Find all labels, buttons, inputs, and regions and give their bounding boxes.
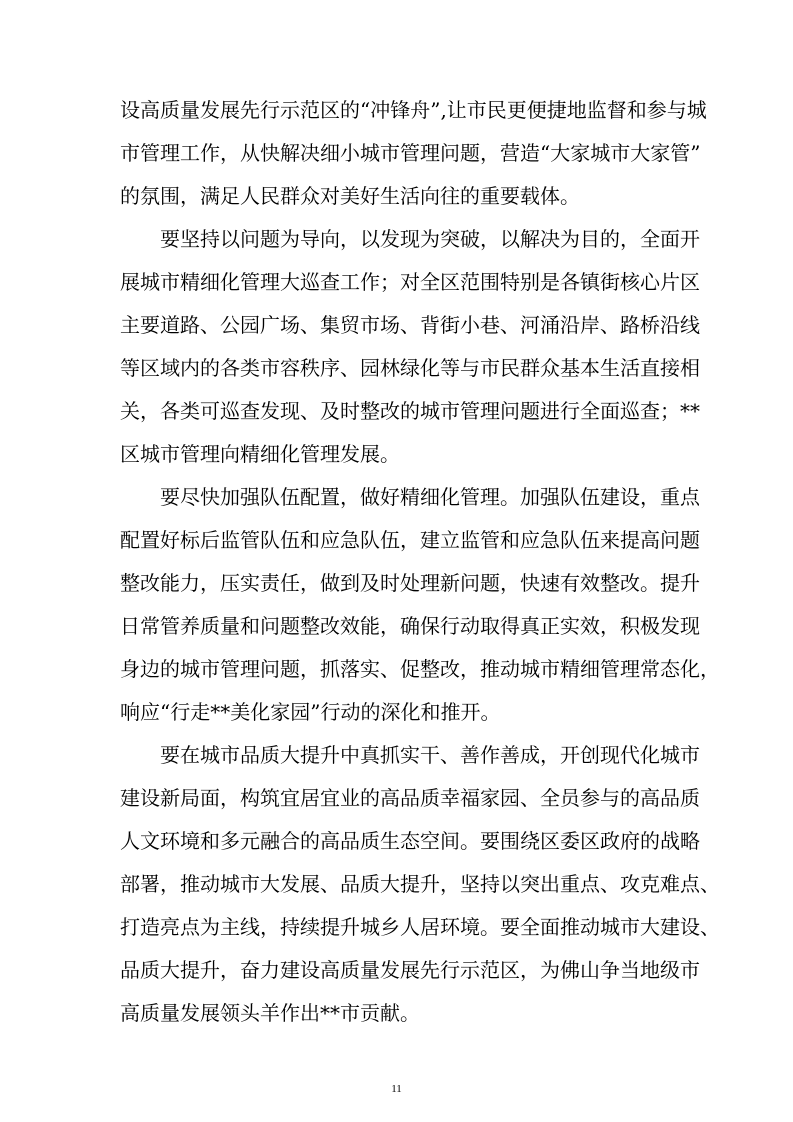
text-line: 配置好标后监管队伍和应急队伍，建立监管和应急队伍来提高问题 [120,528,700,552]
text-line: 身边的城市管理问题，抓落实、促整改，推动城市精细管理常态化， [120,657,720,681]
text-line: 部署，推动城市大发展、品质大提升，坚持以突出重点、攻克难点、 [120,872,720,896]
text-line: 响应“行走**美化家园”行动的深化和推开。 [120,700,501,724]
text-line: 关，各类可巡查发现、及时整改的城市管理问题进行全面巡查；** [120,399,700,423]
text-line: 打造亮点为主线，持续提升城乡人居环境。要全面推动城市大建设、 [120,915,720,939]
text-line: 展城市精细化管理大巡查工作；对全区范围特别是各镇街核心片区 [120,270,700,294]
text-line: 人文环境和多元融合的高品质生态空间。要围绕区委区政府的战略 [120,829,700,853]
text-line: 设高质量发展先行示范区的“冲锋舟”,让市民更便捷地监督和参与城 [120,98,707,122]
text-line: 品质大提升，奋力建设高质量发展先行示范区，为佛山争当地级市 [120,958,700,982]
text-line: 的氛围，满足人民群众对美好生活向往的重要载体。 [120,184,580,208]
text-line: 建设新局面，构筑宜居宜业的高品质幸福家园、全员参与的高品质 [120,786,700,810]
text-line: 日常管养质量和问题整改效能，确保行动取得真正实效，积极发现 [120,614,700,638]
text-line: 高质量发展领头羊作出**市贡献。 [120,1001,420,1025]
page-number: 11 [391,1083,402,1095]
paragraph-first-line: 要坚持以问题为导向，以发现为突破，以解决为目的，全面开 [160,227,700,251]
text-line: 区城市管理向精细化管理发展。 [120,442,400,466]
text-line: 市管理工作，从快解决细小城市管理问题，营造“大家城市大家管” [120,141,701,165]
text-line: 整改能力，压实责任，做到及时处理新问题，快速有效整改。提升 [120,571,700,595]
paragraph-first-line: 要在城市品质大提升中真抓实干、善作善成，开创现代化城市 [160,743,700,767]
text-line: 主要道路、公园广场、集贸市场、背街小巷、河涌沿岸、路桥沿线 [120,313,700,337]
paragraph-first-line: 要尽快加强队伍配置，做好精细化管理。加强队伍建设，重点 [160,485,700,509]
text-line: 等区域内的各类市容秩序、园林绿化等与市民群众基本生活直接相 [120,356,700,380]
